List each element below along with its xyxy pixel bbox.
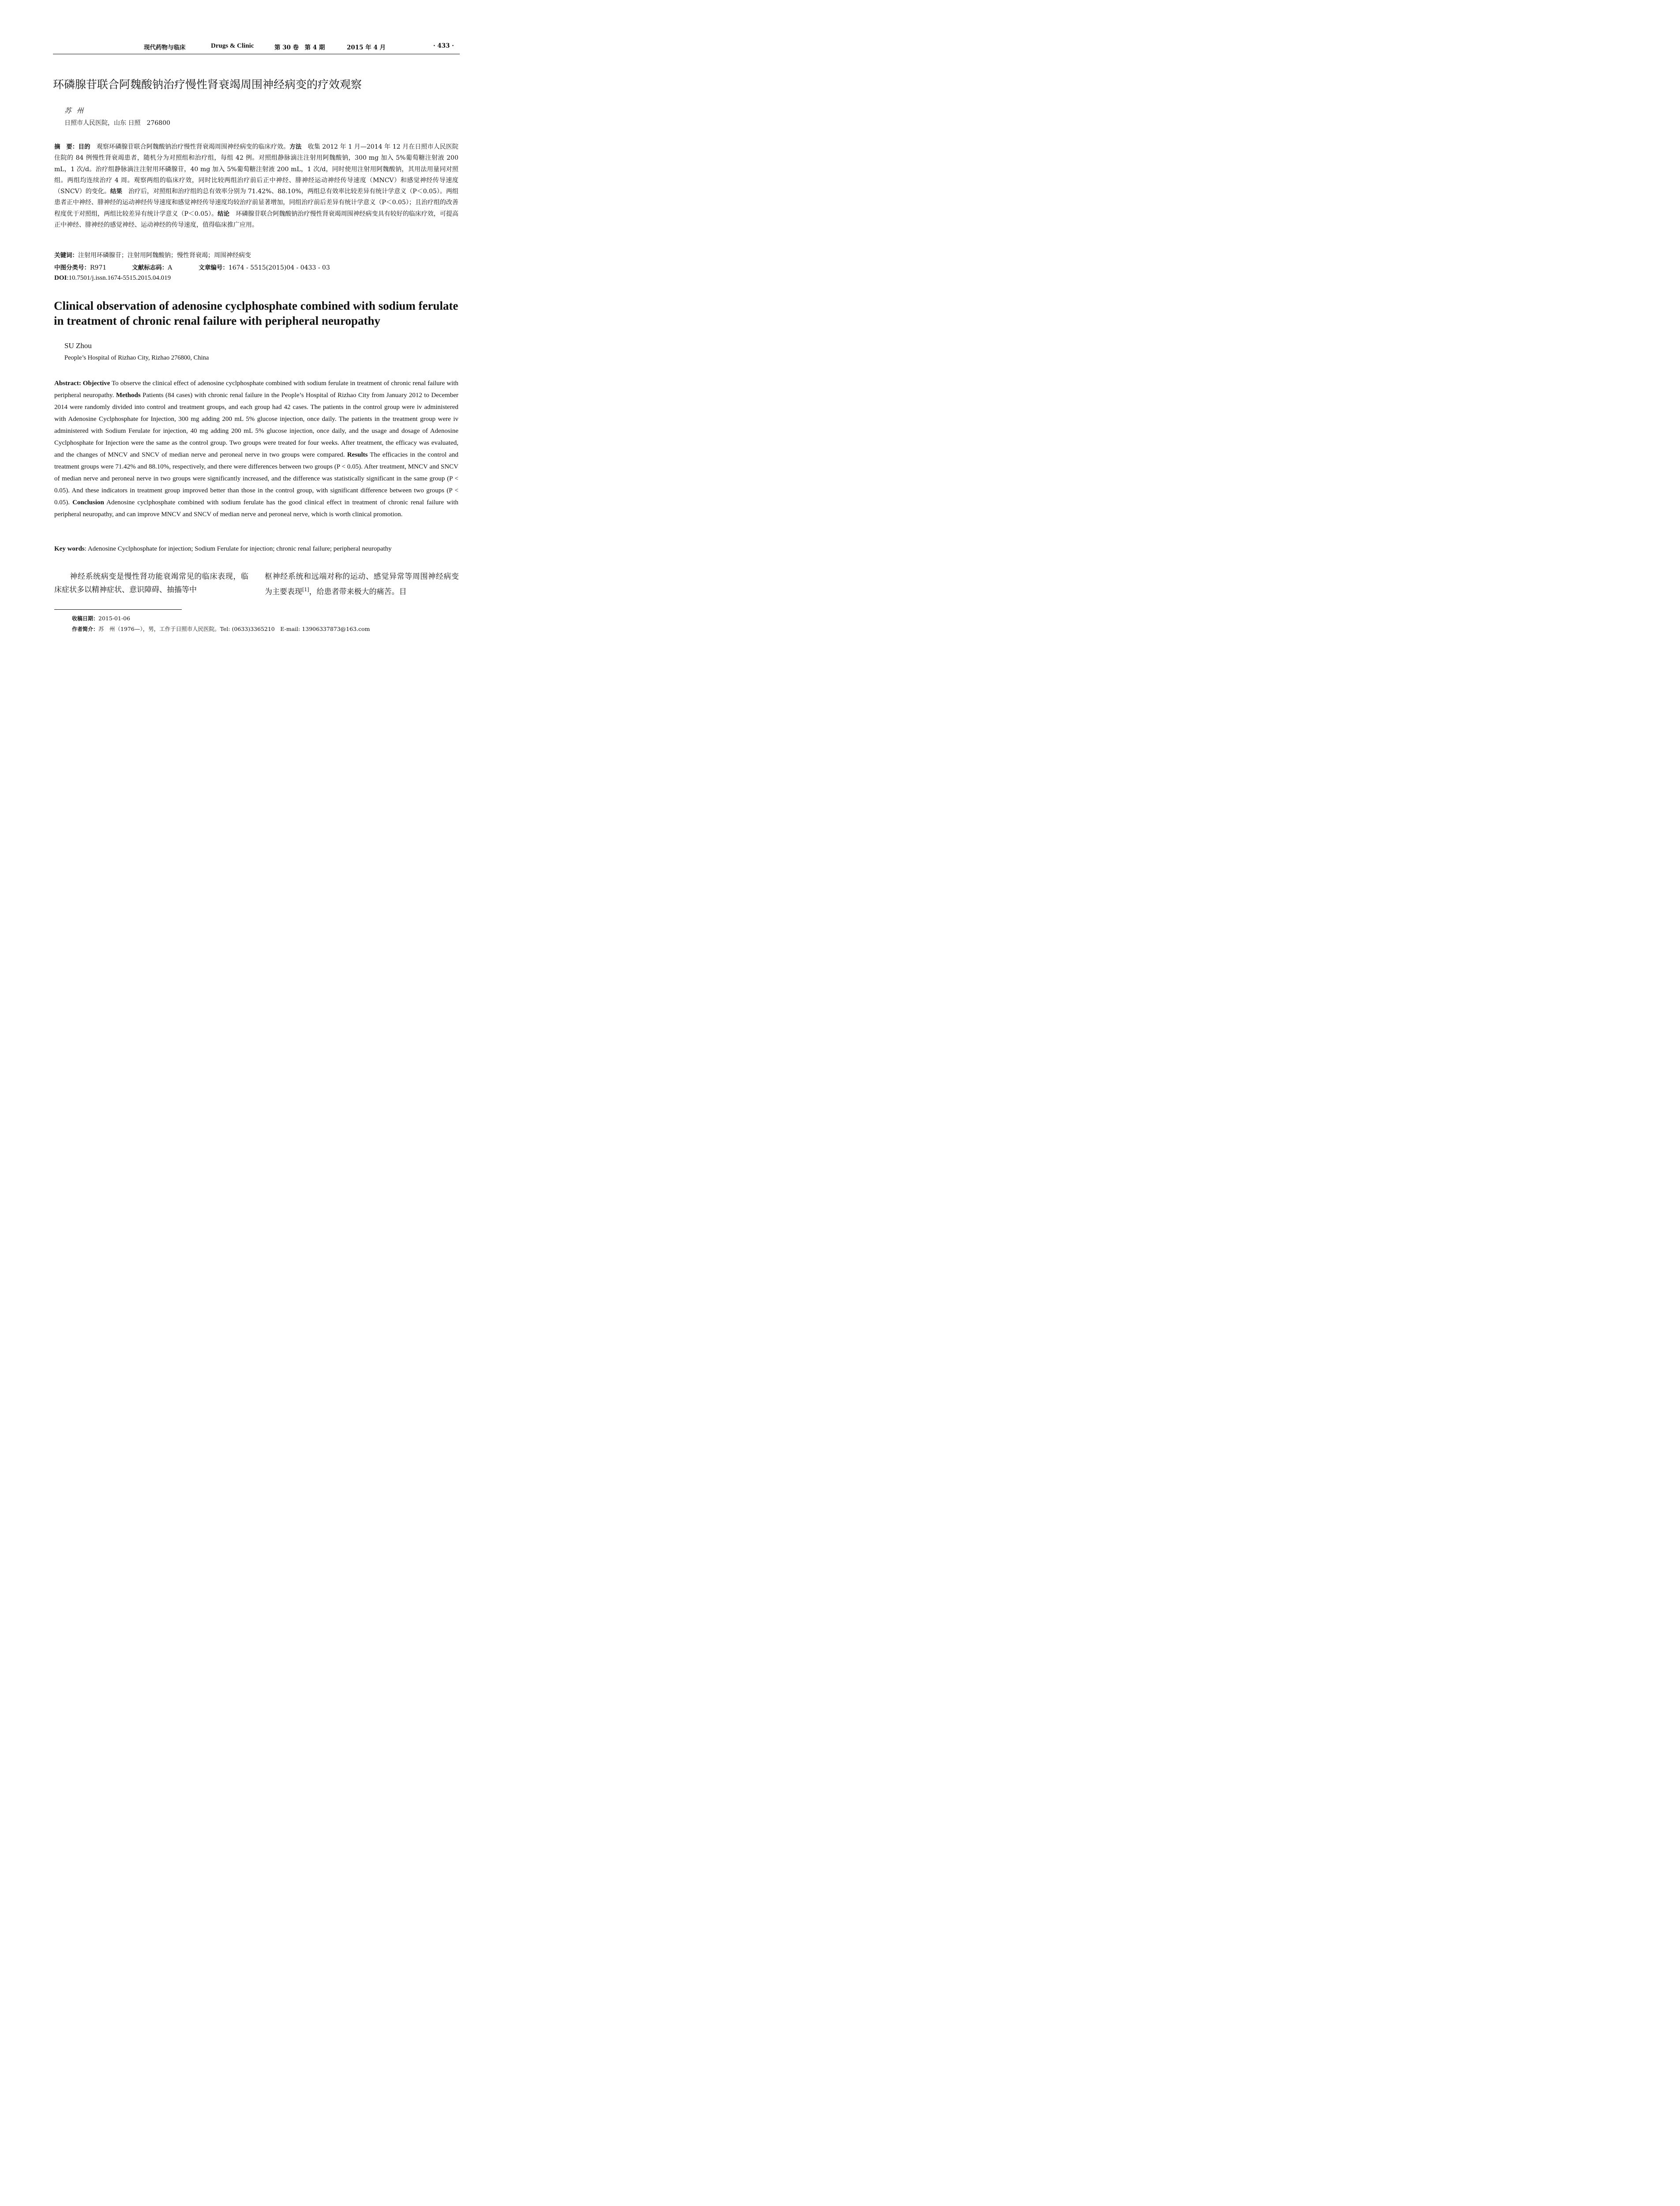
received-label: 收稿日期： (72, 615, 99, 622)
cn-doi (54, 274, 171, 282)
publication-date: 2015 年 4 月 (347, 44, 386, 51)
page-number: · 433 · (433, 42, 454, 49)
cn-results-text: 治疗后，对照组和治疗组的总有效率分别为 71.42%、88.10%，两组总有效率比较差异有统计学意义（P＜0.05）。两组患者正中神经、腓神经的运动神经传导速度和感觉神经传导速度均较治疗前显著增加，同组治疗前后差异有统计学意义（P＜0.05）；且治疗组的改善程度优于对照组，两组比较差异有统计学意义（P＜0.05）。 (54, 188, 458, 218)
cn-objective-label: 目的 (78, 143, 90, 150)
cn-methods-text: 收集 2012 年 1 月—2014 年 12 月在日照市人民医院住院的 84 例慢性肾衰竭患者，随机分为对照组和治疗组，每组 42 例。对照组静脉滴注注射用阿魏酸钠，300 mg 加入 5%葡萄糖注射液 200 mL，1 次/d。治疗组静脉滴注注射用环磷腺苷，40 mg 加入 5%葡萄糖注射液 200 mL，1 次/d，同时使用注射用阿魏酸钠，其用法用量同对照组。两组均连续治疗 4 周。观察两组的临床疗效，同时比较两组治疗前后正中神经、腓神经运动神经传导速度（MNCV）和感觉神经传导速度（SNCV）的变化。 (54, 143, 459, 195)
cn-clc: R971 (90, 264, 107, 271)
en-results-label: Results (347, 451, 368, 458)
footnote-rule (54, 609, 182, 610)
en-abstract (54, 378, 458, 521)
en-methods-text: Patients (84 cases) with chronic renal failure in the People’s Hospital of Rizhao City from January 2012 to December 2014 were randomly divided into control and treatment groups, and each group had 42 cases. The patients in the control group were iv administered with Adenosine Cyclphosphate for Injection, 300 mg adding 200 mL 5% glucose injection, once daily. The patients in the treatment group were iv administered with Sodium Ferulate for injection, 40 mg adding 200 mL 5% glucose injection, once daily, and the usage and dosage of Adenosine Cyclphosphate for Injection were the same as the control group. Two groups were treated for four weeks. After treatment, the efficacy was evaluated, and the changes of MNCV and SNCV of median nerve and peroneal nerve in two groups were compared. (54, 392, 458, 458)
cn-doc-code: A (168, 264, 172, 271)
cn-keywords (54, 250, 251, 259)
en-methods-label: Methods (116, 392, 141, 399)
cn-clc-label: 中图分类号： (54, 264, 90, 271)
journal-name-en: Drugs & Clinic (211, 42, 254, 49)
en-results-text: The efficacies in the control and treatment groups were 71.42% and 88.10%, respectively, and there were differences between two groups (P < 0.05). After treatment, MNCV and SNCV of median nerve and peroneal nerve in two groups were significantly increased, and the difference was statistically significant in the same group (P < 0.05). And these indicators in treatment group improved better than those in the control group, with significant difference between two groups (P < 0.05). (54, 451, 458, 506)
cn-results-label: 结果 (110, 188, 122, 195)
cn-doc-code-label: 文献标志码： (132, 264, 168, 271)
en-keywords-text: : Adenosine Cyclphosphate for injection; Sodium Ferulate for injection; chronic renal failure; peripheral neuropathy (84, 545, 392, 552)
body-left-column: 神经系统病变是慢性肾功能衰竭常见的临床表现，临床症状多以精神症状、意识障碍、抽搐等中 (54, 572, 248, 594)
cn-affiliation: 日照市人民医院，山东 日照 276800 (64, 120, 170, 127)
body-right-text-a: 枢神经系统和远端对称的运动、感觉异常等周围神经病变为主要表现 (265, 572, 459, 597)
en-author: SU Zhou (64, 341, 92, 350)
author-info-label: 作者简介： (72, 626, 99, 632)
received-date: 2015-01-06 (98, 615, 131, 622)
author-info: 苏 州（1976—），男，工作于日照市人民医院。Tel: (0633)3365210 E-mail: 13906337873@163.com (98, 626, 370, 632)
footnote-received (72, 615, 130, 622)
cn-doi-label: DOI (54, 274, 67, 281)
en-title: Clinical observation of adenosine cyclphosphate combined with sodium ferulate in treatment of chronic renal failure with peripheral neuropathy (54, 299, 458, 327)
cn-abstract-label: 摘 要： (54, 143, 79, 150)
volume-issue: 第 30 卷 第 4 期 (274, 44, 325, 51)
en-objective-text: To observe the clinical effect of adenosine cyclphosphate combined with sodium ferulate in treatment of chronic renal failure with peripheral neuropathy. (54, 380, 458, 399)
cn-article-no-label: 文章编号： (199, 264, 229, 271)
footnote-author (72, 625, 370, 633)
cn-author: 苏州 (64, 107, 89, 115)
cn-keywords-text: 注射用环磷腺苷；注射用阿魏酸钠；慢性肾衰竭；周围神经病变 (78, 252, 251, 259)
en-abstract-label: Abstract: Objective (54, 380, 110, 387)
en-conclusion-label: Conclusion (72, 499, 104, 506)
cn-methods-label: 方法 (289, 143, 302, 150)
en-keywords-label: Key words (54, 545, 85, 552)
cn-doi-value: :10.7501/j.issn.1674-5515.2015.04.019 (67, 274, 171, 281)
body-right-column (265, 570, 459, 599)
cn-conclusion-text: 环磷腺苷联合阿魏酸钠治疗慢性肾衰竭周围神经病变具有较好的临床疗效，可提高正中神经、腓神经的感觉神经、运动神经的传导速度，值得临床推广应用。 (54, 210, 459, 229)
cn-keywords-label: 关键词： (54, 252, 78, 259)
en-affiliation: People’s Hospital of Rizhao City, Rizhao 276800, China (64, 354, 209, 361)
journal-name-cn: 现代药物与临床 (144, 44, 186, 51)
cn-conclusion-label: 结论 (218, 210, 230, 218)
cn-article-no: 1674 - 5515(2015)04 - 0433 - 03 (228, 264, 330, 271)
cn-classification (54, 263, 330, 271)
cn-abstract (54, 142, 458, 231)
cn-objective-text: 观察环磷腺苷联合阿魏酸钠治疗慢性肾衰竭周围神经病变的临床疗效。 (90, 143, 290, 150)
cn-title: 环磷腺苷联合阿魏酸钠治疗慢性肾衰竭周围神经病变的疗效观察 (53, 78, 362, 91)
reference-marker: [1] (302, 587, 309, 593)
en-keywords (54, 545, 458, 553)
en-conclusion-text: Adenosine cyclphosphate combined with sodium ferulate has the good clinical effect in treatment of chronic renal failure with peripheral neuropathy, and can improve MNCV and SNCV of median nerve and peroneal nerve, which is worth clinical promotion. (54, 499, 459, 518)
body-right-text-b: ，给患者带来极大的痛苦。目 (309, 587, 407, 597)
